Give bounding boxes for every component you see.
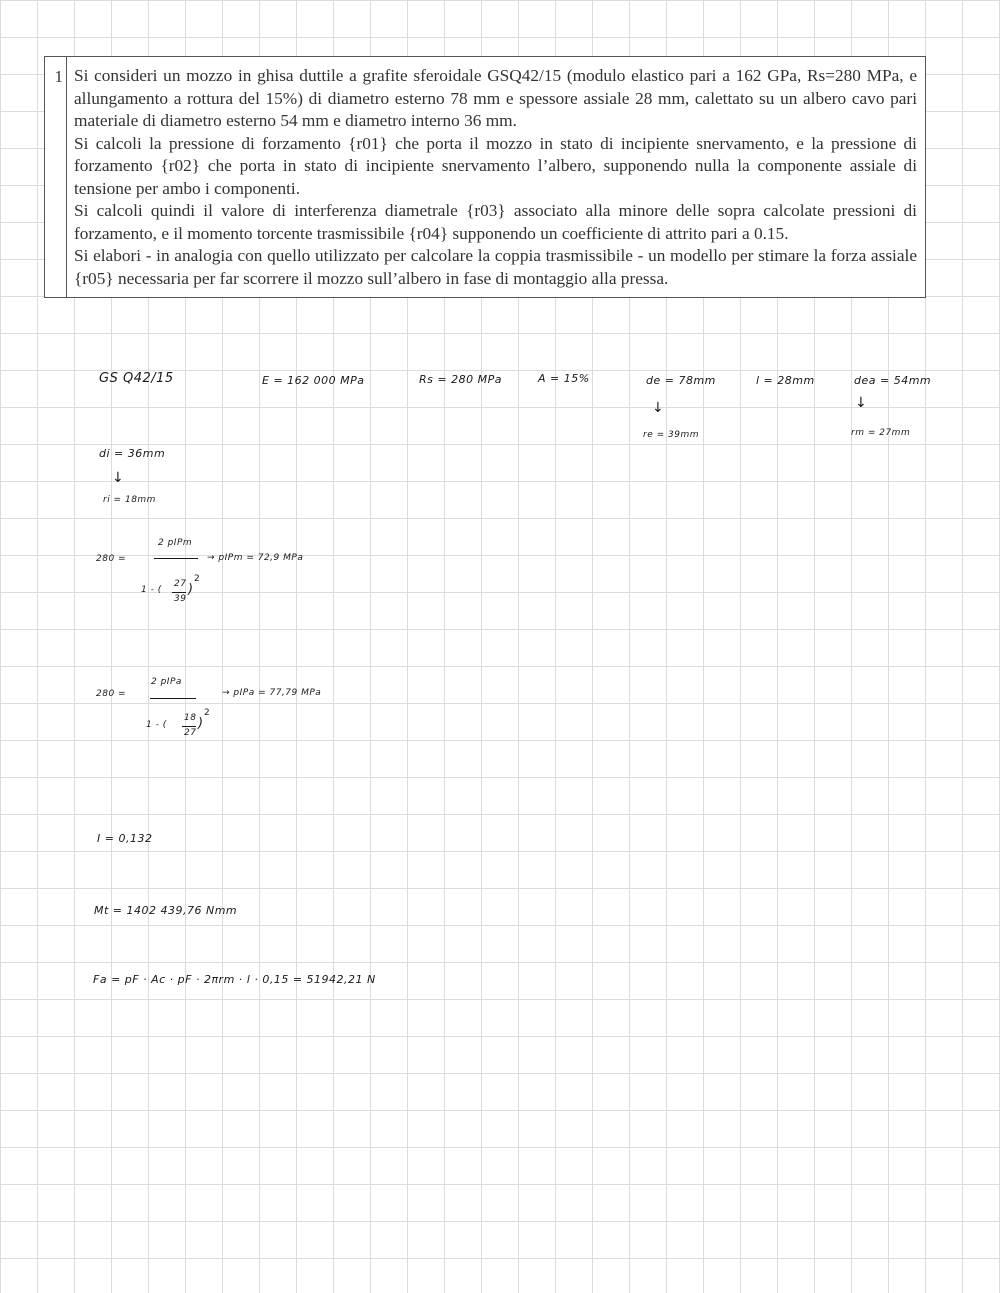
shaft-inner-radius-note: ri = 18mm [103,495,156,505]
hub-outer-radius-note: re = 39mm [643,430,699,440]
problem-number: 1 [45,57,67,297]
eq1-lhs: 280 = [96,554,127,564]
eq1-exponent: 2 [194,574,200,584]
eq2-den-right: ) [198,716,204,731]
eq2-den-num: 18 [184,713,197,723]
eq2-den-left: 1 - ( [146,720,167,730]
down-arrow-icon: ↓ [652,400,664,416]
shaft-outer-radius-note: rm = 27mm [851,428,911,438]
eq1-result: → pIPm = 72,9 MPa [207,553,304,563]
eq2-exponent: 2 [204,708,210,718]
eq2-numerator: 2 pIPa [151,677,182,687]
eq1-den-left: 1 - ( [141,585,162,595]
yield-note: Rs = 280 MPa [419,373,502,386]
torque-note: Mt = 1402 439,76 Nmm [94,904,238,917]
problem-paragraph: Si calcoli quindi il valore di interferenza diametrale {r03} associato alla minore delle sopra calcolate pressioni di forzamento, e il momento torcente trasmissibile {r04} supponendo un coefficiente di attrito pari a 0.15. [74,201,917,243]
eq1-numerator: 2 pIPm [158,538,193,548]
eq2-fraction-bar [150,698,196,699]
down-arrow-icon: ↓ [112,470,124,486]
down-arrow-icon: ↓ [855,395,867,411]
eq2-result: → pIPa = 77,79 MPa [222,688,322,698]
eq2-lhs: 280 = [96,689,127,699]
hub-outer-diameter-note: de = 78mm [646,374,716,387]
material-note: GS Q42/15 [99,371,174,386]
problem-paragraph: Si calcoli la pressione di forzamento {r01} che porta il mozzo in stato di incipiente snervamento, e la pressione di forzamento {r02} che porta in stato di incipiente snervamento l’albero, supponendo nulla la componente assiale di tensione per ambo i componenti. [74,133,917,198]
problem-statement [74,65,917,290]
eq1-fraction-bar [154,558,198,559]
axial-force-note: Fa = pF · Ac · pF · 2πrm · l · 0,15 = 51942,21 N [93,973,376,986]
length-note: l = 28mm [756,374,815,387]
problem-paragraph: Si consideri un mozzo in ghisa duttile a grafite sferoidale GSQ42/15 (modulo elastico pari a 162 GPa, Rs=280 MPa, e allungamento a rottura del 15%) di diametro esterno 78 mm e spessore assiale 28 mm, calettato su un albero cavo pari materiale di diametro esterno 54 mm e diametro interno 36 mm. [74,66,917,130]
eq2-inner-fraction-bar [182,726,196,727]
eq1-den-den: 39 [174,594,187,604]
elongation-note: A = 15% [538,372,590,385]
eq1-den-num: 27 [174,579,187,589]
eq1-inner-fraction-bar [172,592,186,593]
eq1-den-right: ) [188,582,194,597]
problem-box [44,56,926,298]
shaft-inner-diameter-note: di = 36mm [99,447,166,460]
modulus-note: E = 162 000 MPa [262,374,365,387]
interference-note: I = 0,132 [97,832,153,845]
eq2-den-den: 27 [184,728,197,738]
shaft-outer-diameter-note: dea = 54mm [854,374,932,387]
problem-paragraph: Si elabori - in analogia con quello utilizzato per calcolare la coppia trasmissibile - un modello per stimare la forza assiale {r05} necessaria per far scorrere il mozzo sull’albero in fase di montaggio alla pressa. [74,246,917,288]
